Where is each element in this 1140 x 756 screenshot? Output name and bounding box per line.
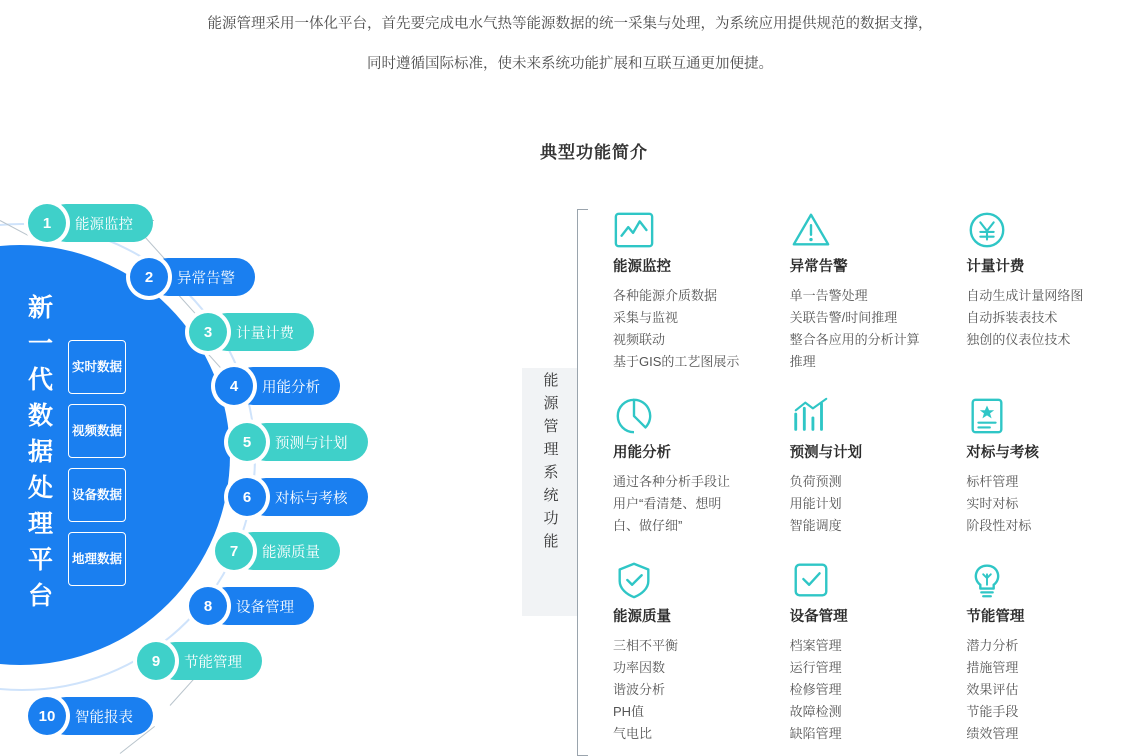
feature-title: 用能分析 <box>613 445 671 461</box>
step-row-10[interactable] <box>28 694 153 738</box>
process-circle-diagram <box>0 185 520 745</box>
step-number-6: 6 <box>228 478 266 516</box>
step-row-2[interactable] <box>130 255 255 299</box>
yuan-coin-icon <box>966 209 1140 255</box>
feature-cell-device-management <box>790 559 967 745</box>
step-row-3[interactable] <box>189 310 314 354</box>
feature-line: 措施管理 <box>966 660 1019 675</box>
step-label-4[interactable]: 用能分析 <box>234 367 340 405</box>
warning-triangle-icon <box>790 209 967 255</box>
feature-cell-metering-billing <box>966 209 1140 373</box>
step-number-5: 5 <box>228 423 266 461</box>
step-row-9[interactable] <box>137 639 262 683</box>
feature-line: 通过各种分析手段让 <box>613 474 731 489</box>
intro-line-2: 同时遵循国际标准，使未来系统功能扩展和互联互通更加便捷。 <box>367 56 773 72</box>
feature-title: 能源监控 <box>613 259 671 275</box>
feature-row <box>613 209 1140 373</box>
shield-check-icon <box>613 559 790 605</box>
feature-line: 故障检测 <box>789 704 842 719</box>
step-label-8[interactable]: 设备管理 <box>208 587 314 625</box>
feature-line: 气电比 <box>613 726 653 741</box>
step-row-1[interactable] <box>28 201 153 245</box>
feature-line: 基于GIS的工艺图展示 <box>613 354 740 369</box>
platform-label: 新一代数据处理平台 <box>27 294 54 610</box>
feature-title: 计量计费 <box>966 259 1025 275</box>
vertical-label-text <box>522 372 577 565</box>
feature-cell-energy-monitoring <box>613 209 790 373</box>
feature-line: 独创的仪表位技术 <box>966 332 1071 347</box>
feature-grid <box>613 209 1140 745</box>
chip-video-data: 视频数据 <box>68 404 126 458</box>
row-spacer <box>613 537 1140 559</box>
chip-device-data: 设备数据 <box>68 468 126 522</box>
section-title: 典型功能简介 <box>540 143 648 162</box>
feature-line: 单一告警处理 <box>789 288 868 303</box>
feature-cell-energy-quality <box>613 559 790 745</box>
feature-cell-energy-saving <box>966 559 1140 745</box>
step-row-7[interactable] <box>215 529 340 573</box>
platform-data-chips <box>68 340 126 596</box>
feature-line: 三相不平衡 <box>613 638 679 653</box>
feature-line: 实时对标 <box>966 496 1019 511</box>
feature-line: 绩效管理 <box>966 726 1019 741</box>
step-label-6[interactable]: 对标与考核 <box>247 478 368 516</box>
feature-line: 潜力分析 <box>966 638 1019 653</box>
step-number-2: 2 <box>130 258 168 296</box>
feature-cell-forecast-plan <box>790 395 967 537</box>
intro-line-1: 能源管理采用一体化平台，首先要完成电水气热等能源数据的统一采集与处理，为系统应用提供规范的数据支撑， <box>207 16 933 32</box>
feature-line: 运行管理 <box>789 660 842 675</box>
feature-line: 功率因数 <box>613 660 666 675</box>
step-label-9[interactable]: 节能管理 <box>156 642 262 680</box>
step-number-7: 7 <box>215 532 253 570</box>
feature-line: 关联告警/时间推理 <box>789 310 898 325</box>
step-number-3: 3 <box>189 313 227 351</box>
lightbulb-leaf-icon <box>966 559 1140 605</box>
feature-line: 阶段性对标 <box>966 518 1032 533</box>
feature-line: 用户“看清楚、想明 <box>613 496 722 511</box>
step-number-8: 8 <box>189 587 227 625</box>
chip-realtime-data: 实时数据 <box>68 340 126 394</box>
step-number-10: 10 <box>28 697 66 735</box>
step-label-1[interactable]: 能源监控 <box>47 204 153 242</box>
step-label-3[interactable]: 计量计费 <box>208 313 314 351</box>
step-label-2[interactable]: 异常告警 <box>149 258 255 296</box>
feature-line: 缺陷管理 <box>789 726 842 741</box>
feature-line: 各种能源介质数据 <box>613 288 718 303</box>
step-number-4: 4 <box>215 367 253 405</box>
feature-line: 采集与监视 <box>613 310 679 325</box>
feature-title: 能源质量 <box>613 609 671 625</box>
feature-line: 效果评估 <box>966 682 1019 697</box>
monitor-chart-icon <box>613 209 790 255</box>
feature-cell-abnormal-alarm <box>790 209 967 373</box>
feature-line: 节能手段 <box>966 704 1019 719</box>
feature-line: 智能调度 <box>789 518 842 533</box>
step-row-8[interactable] <box>189 584 314 628</box>
step-label-7[interactable]: 能源质量 <box>234 532 340 570</box>
feature-line: 视频联动 <box>613 332 666 347</box>
feature-title: 对标与考核 <box>966 445 1039 461</box>
checklist-icon <box>790 559 967 605</box>
feature-title: 节能管理 <box>966 609 1025 625</box>
row-spacer <box>613 373 1140 395</box>
feature-row <box>613 395 1140 537</box>
step-number-9: 9 <box>137 642 175 680</box>
intro-paragraph <box>0 0 1140 84</box>
step-row-6[interactable] <box>228 475 368 519</box>
feature-row <box>613 559 1140 745</box>
feature-line: 自动拆装表技术 <box>966 310 1058 325</box>
feature-line: 谐波分析 <box>613 682 666 697</box>
step-number-1: 1 <box>28 204 66 242</box>
feature-line: 档案管理 <box>789 638 842 653</box>
feature-line: 标杆管理 <box>966 474 1019 489</box>
feature-line: 负荷预测 <box>789 474 842 489</box>
feature-cell-energy-analysis <box>613 395 790 537</box>
trend-up-icon <box>790 395 967 441</box>
feature-title: 设备管理 <box>789 609 848 625</box>
vertical-label-value: 能源管理系统功能 <box>541 372 559 556</box>
feature-line: 用能计划 <box>789 496 842 511</box>
step-label-10[interactable]: 智能报表 <box>47 697 153 735</box>
feature-bracket <box>577 209 588 756</box>
step-row-4[interactable] <box>215 364 340 408</box>
feature-title: 异常告警 <box>789 259 848 275</box>
chip-geo-data: 地理数据 <box>68 532 126 586</box>
feature-cell-benchmark-assessment <box>966 395 1140 537</box>
document-star-icon <box>966 395 1140 441</box>
feature-line: 整合各应用的分析计算 <box>789 332 920 347</box>
feature-line: 自动生成计量网络图 <box>966 288 1084 303</box>
feature-line: 检修管理 <box>789 682 842 697</box>
feature-line: 推理 <box>789 354 816 369</box>
pie-chart-icon <box>613 395 790 441</box>
feature-title: 预测与计划 <box>789 445 863 461</box>
feature-line: PH值 <box>613 704 645 719</box>
step-label-5[interactable]: 预测与计划 <box>247 423 368 461</box>
step-row-5[interactable] <box>228 420 368 464</box>
feature-line: 白、做仔细” <box>613 518 683 533</box>
